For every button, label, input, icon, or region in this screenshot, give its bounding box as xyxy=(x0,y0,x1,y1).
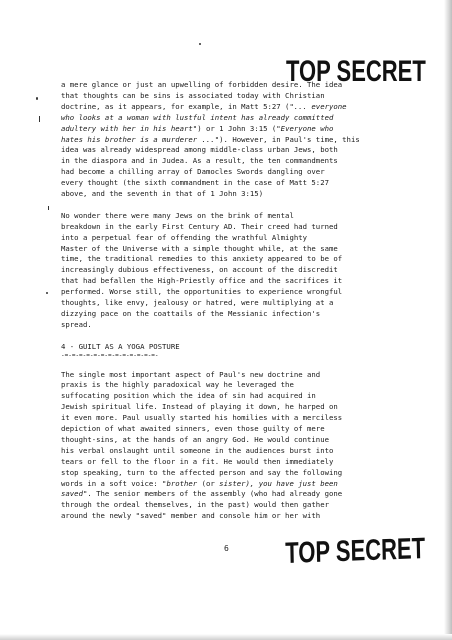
text-line: tears or fell to the floor in a fit. He would then immediately xyxy=(61,456,334,466)
text-segment: ") or 1 John 3:15 (" xyxy=(192,123,281,133)
scan-speck xyxy=(46,292,48,294)
text-line: around the newly "saved" member and console him or her with xyxy=(61,511,321,521)
text-line: praxis is the highly paradoxical way he leveraged the xyxy=(61,380,294,390)
text-line xyxy=(61,489,406,500)
quote-italic: adultery with her in his heart xyxy=(61,123,193,133)
text-line: dizzying pace on the coattails of the Messianic infection's xyxy=(61,309,321,319)
text-line: breakdown in the early First Century AD. Their creed had turned xyxy=(61,221,338,231)
text-line: thought-sins, at the hands of an angry God. He would continue xyxy=(61,434,329,444)
page-bottom-shadow xyxy=(0,634,452,640)
text-segment: doctrine, as it appears, for example, in Matt 5:27 (" xyxy=(61,101,294,111)
text-line: through the ordeal themselves, in the past) would then gather xyxy=(61,500,329,510)
top-secret-stamp-bottom: TOP SECRET xyxy=(285,531,426,570)
page-number: 6 xyxy=(224,544,229,553)
text-segment: words in a soft voice: " xyxy=(61,478,167,488)
paragraph-2 xyxy=(61,211,406,331)
section-rule: -=-=-=-=-=-=-=-=-=-=-=-=-=- xyxy=(61,351,159,359)
quote-italic-line: who looks at a woman with lustful intent has already committed xyxy=(61,112,334,122)
text-line: his verbal onslaught until someone in the audiences burst into xyxy=(61,445,334,455)
text-line xyxy=(61,102,406,113)
text-line: stop speaking, turn to the affected person and say the following xyxy=(61,467,343,477)
text-segment: ". The senior members of the assembly (who had already gone xyxy=(82,489,343,499)
text-line: suffocating position which the idea of sin had acquired in xyxy=(61,391,316,401)
quote-italic: brother xyxy=(166,478,198,488)
page-edge-shadow xyxy=(444,0,452,640)
top-secret-stamp-top: TOP SECRET xyxy=(286,54,426,88)
quote-italic: sister xyxy=(219,478,246,488)
text-line: Jewish spiritual life. Instead of playing it down, he harped on xyxy=(61,402,338,412)
text-line: a mere glance or just an upwelling of forbidden desire. The idea xyxy=(61,80,343,89)
text-line xyxy=(61,135,406,146)
section-heading xyxy=(61,342,406,359)
text-segment: (or xyxy=(197,478,220,488)
text-line: above, and the seventh in that of 1 John 3:15) xyxy=(61,189,264,199)
text-line: idea was already widespread among middle-class urban Jews, both xyxy=(61,145,338,155)
text-line: had become a chilling array of Damocles Swords dangling over xyxy=(61,167,325,177)
text-line: it even more. Paul usually started his homilies with a merciless xyxy=(61,413,343,423)
scan-speck xyxy=(39,116,40,122)
scan-speck xyxy=(48,206,49,210)
text-line xyxy=(61,124,406,135)
paragraph-1 xyxy=(61,80,406,200)
text-line: that thoughts can be sins is associated today with Christian xyxy=(61,90,325,100)
text-line: in the diaspora and in Judea. As a result, the ten commandments xyxy=(61,156,338,166)
text-segment: "). However, in Paul's time, this xyxy=(214,134,360,144)
quote-italic: ), you have just been xyxy=(245,478,338,488)
quote-italic: saved xyxy=(61,489,83,499)
section-title: 4 - GUILT AS A YOGA POSTURE xyxy=(61,341,180,351)
text-line: thoughts, like envy, jealousy or hatred, were multiplying at a xyxy=(61,298,334,308)
body-text xyxy=(61,80,406,522)
text-line: time, the traditional remedies to this anxiety appeared to be of xyxy=(61,254,343,264)
text-line: No wonder there were many Jews on the brink of mental xyxy=(61,210,294,220)
text-line: depiction of what awaited sinners, even those guilty of mere xyxy=(61,424,325,434)
text-line: increasingly dubious effectiveness, on account of the discredit xyxy=(61,265,338,275)
text-line: The single most important aspect of Paul's new doctrine and xyxy=(61,369,321,379)
quote-italic: ... everyone xyxy=(293,101,347,111)
text-line xyxy=(61,479,406,490)
text-line: every thought (the sixth commandment in the case of Matt 5:27 xyxy=(61,178,329,188)
text-line: that had befallen the High-Priestly office and the sacrifices it xyxy=(61,276,343,286)
paragraph-3 xyxy=(61,370,406,523)
quote-italic: Everyone who xyxy=(280,123,334,133)
quote-italic: hates his brother is a murderer ... xyxy=(61,134,215,144)
scan-speck xyxy=(199,43,201,45)
text-line: into a perpetual fear of offending the wrathful Almighty xyxy=(61,232,308,242)
text-line: performed. Worse still, the opportunities to experience wrongful xyxy=(61,287,343,297)
scan-speck xyxy=(36,97,38,100)
text-line: spread. xyxy=(61,319,92,329)
text-line: Master of the Universe with a simple thought while, at the same xyxy=(61,243,338,253)
